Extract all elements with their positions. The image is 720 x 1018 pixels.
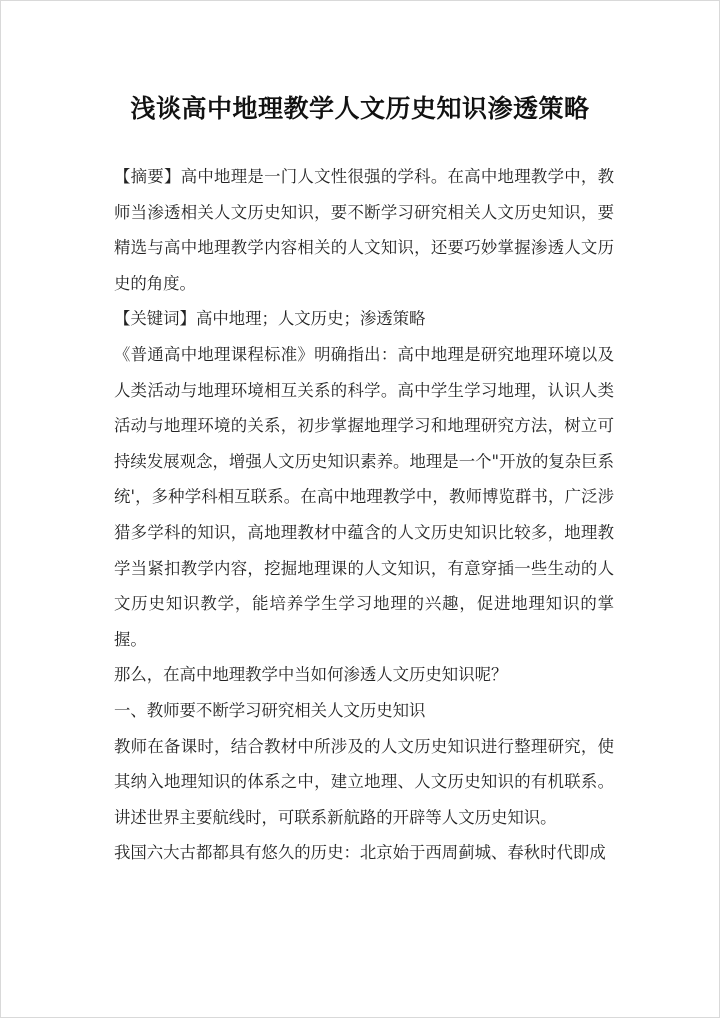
intro-paragraph: 《普通高中地理课程标准》明确指出：高中地理是研究地理环境以及人类活动与地理环境相互关系的科学。高中学生学习地理，认识人类活动与地理环境的关系，初步掌握地理学习和地理研究方法，树立可持续发展观念，增强人文历史知识素养。地理是一个"开放的复杂巨系统'，多种学科相互联系。在高中地理教学中，教师博览群书，广泛涉猎多学科的知识，高地理教材中蕴含的人文历史知识比较多，地理教学当紧扣教学内容，挖掘地理课的人文知识，有意穿插一些生动的人文历史知识教学，能培养学生学习地理的兴趣，促进地理知识的掌握。 — [114, 344, 614, 649]
abstract-paragraph: 【摘要】高中地理是一门人文性很强的学科。在高中地理教学中，教师当渗透相关人文历史知识，要不断学习研究相关人文历史知识，要精选与高中地理教学内容相关的人文知识，还要巧妙掌握渗透人文历史的角度。 — [114, 167, 614, 293]
section-heading-1: 一、教师要不断学习研究相关人文历史知识 — [114, 700, 426, 720]
section-1-paragraph: 教师在备课时，结合教材中所涉及的人文历史知识进行整理研究，使其纳入地理知识的体系之中，建立地理、人文历史知识的有机联系。讲述世界主要航线时，可联系新航路的开辟等人文历史知识。 — [114, 736, 614, 827]
document-title: 浅谈高中地理教学人文历史知识渗透策略 — [130, 94, 590, 123]
keywords-paragraph: 【关键词】高中地理；人文历史；渗透策略 — [114, 309, 426, 329]
question-paragraph: 那么，在高中地理教学中当如何渗透人文历史知识呢？ — [114, 665, 508, 685]
document-body — [114, 159, 614, 871]
capitals-paragraph: 我国六大古都都具有悠久的历史：北京始于西周蓟城、春秋时代即成 — [114, 843, 606, 863]
